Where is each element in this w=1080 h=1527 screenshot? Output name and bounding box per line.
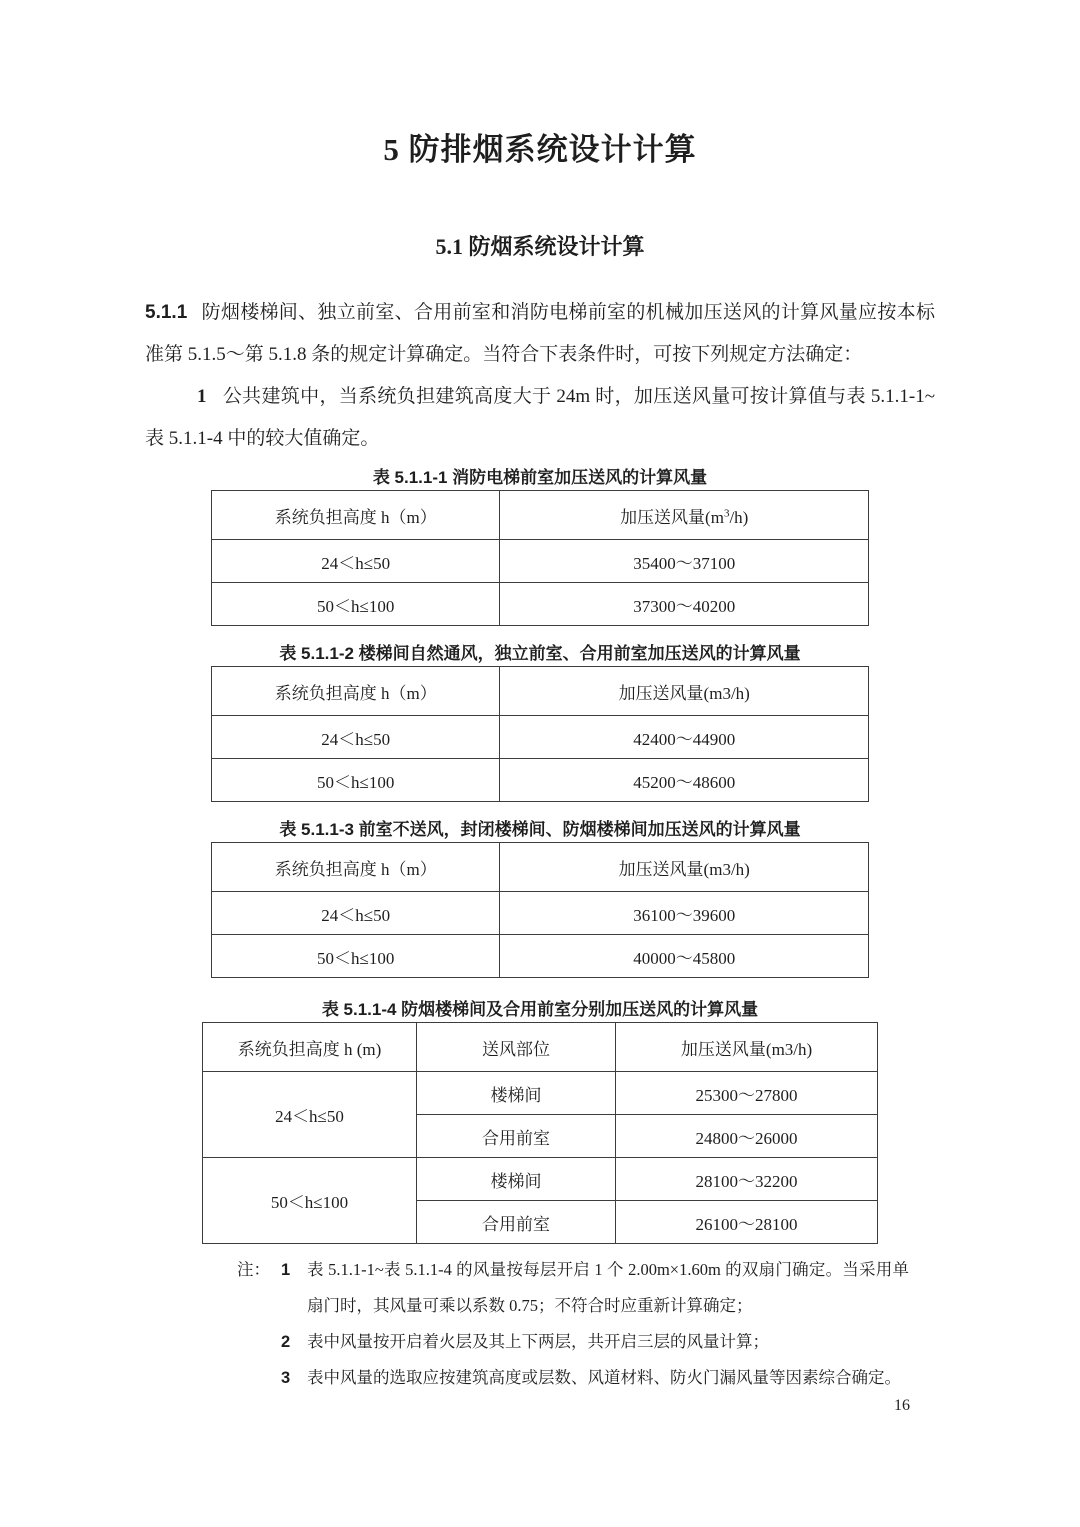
table-row	[212, 935, 869, 978]
table-cell-airflow: 40000～45800	[500, 935, 869, 978]
table-3-header-airflow: 加压送风量(m3/h)	[500, 843, 869, 892]
notes-items	[281, 1252, 909, 1396]
note-text: 表中风量的选取应按建筑高度或层数、风道材料、防火门漏风量等因素综合确定。	[307, 1368, 901, 1387]
note-item-3	[281, 1360, 909, 1396]
table-cell-airflow: 37300～40200	[500, 583, 869, 626]
table-3-caption: 表 5.1.1-3 前室不送风，封闭楼梯间、防烟楼梯间加压送风的计算风量	[279, 820, 801, 839]
table-notes	[237, 1252, 909, 1396]
table-4-header-height: 系统负担高度 h (m)	[203, 1023, 417, 1072]
table-cell-height: 50＜h≤100	[203, 1158, 417, 1244]
table-1-header-height: 系统负担高度 h（m）	[212, 491, 500, 540]
table-row	[212, 716, 869, 759]
note-number: 1	[281, 1261, 291, 1279]
notes-label: 注：	[237, 1260, 270, 1279]
table-1-header-airflow: 加压送风量$(m^3/h)$	[500, 491, 869, 540]
table-cell-height: 50＜h≤100	[212, 759, 500, 802]
table-4-header-location: 送风部位	[416, 1023, 615, 1072]
table-cell-airflow: 35400～37100	[500, 540, 869, 583]
table-row	[212, 540, 869, 583]
note-text: 表中风量按开启着火层及其上下两层，共开启三层的风量计算；	[307, 1332, 769, 1351]
table-cell-airflow: 24800～26000	[616, 1115, 878, 1158]
table-cell-location: 楼梯间	[416, 1158, 615, 1201]
table-4-caption: 表 5.1.1-4 防烟楼梯间及合用前室分别加压送风的计算风量	[321, 1000, 759, 1019]
table-cell-airflow: 26100～28100	[616, 1201, 878, 1244]
table-row	[212, 759, 869, 802]
table-2-caption: 表 5.1.1-2 楼梯间自然通风，独立前室、合用前室加压送风的计算风量	[279, 644, 801, 663]
table-2-header-height: 系统负担高度 h（m）	[212, 667, 500, 716]
table-row	[203, 1158, 878, 1201]
table-cell-location: 合用前室	[416, 1201, 615, 1244]
table-3-header-height: 系统负担高度 h（m）	[212, 843, 500, 892]
table-cell-airflow: 36100～39600	[500, 892, 869, 935]
table-2-header-airflow: 加压送风量(m3/h)	[500, 667, 869, 716]
table-row	[212, 892, 869, 935]
note-item-1	[281, 1252, 909, 1324]
table-4-header-airflow: 加压送风量(m3/h)	[616, 1023, 878, 1072]
table-cell-height: 24＜h≤50	[203, 1072, 417, 1158]
clause-item-1	[145, 376, 935, 460]
table-cell-height: 24＜h≤50	[212, 716, 500, 759]
note-number: 3	[281, 1369, 291, 1387]
table-1-caption: 表 5.1.1-1 消防电梯前室加压送风的计算风量	[372, 468, 708, 487]
page-number: 16	[894, 1397, 910, 1414]
table-cell-height: 50＜h≤100	[212, 935, 500, 978]
section-title: 5.1 防烟系统设计计算	[435, 234, 645, 259]
clause-paragraph	[145, 292, 935, 376]
table-cell-location: 楼梯间	[416, 1072, 615, 1115]
table-5.1.1-1	[211, 490, 869, 626]
table-5.1.1-2	[211, 666, 869, 802]
chapter-title: 5 防排烟系统设计计算	[383, 132, 697, 167]
table-cell-height: 24＜h≤50	[212, 892, 500, 935]
table-row	[203, 1072, 878, 1115]
table-cell-height: 50＜h≤100	[212, 583, 500, 626]
table-cell-airflow: 28100～32200	[616, 1158, 878, 1201]
clause-item-number: 1	[197, 386, 207, 407]
table-5.1.1-3	[211, 842, 869, 978]
note-text: 表 5.1.1-1~表 5.1.1-4 的风量按每层开启 1 个 2.00m×1.60m 的双扇门确定。当采用单扇门时，其风量可乘以系数 0.75；不符合时应重新计算确定；	[307, 1260, 909, 1315]
clause-number: 5.1.1	[145, 302, 188, 323]
table-cell-location: 合用前室	[416, 1115, 615, 1158]
note-number: 2	[281, 1333, 291, 1351]
clause-item-text: 公共建筑中，当系统负担建筑高度大于 24m 时，加压送风量可按计算值与表 5.1.1-1~表 5.1.1-4 中的较大值确定。	[145, 386, 935, 449]
table-cell-airflow: 42400～44900	[500, 716, 869, 759]
table-5.1.1-4	[202, 1022, 878, 1244]
table-cell-height: 24＜h≤50	[212, 540, 500, 583]
note-item-2	[281, 1324, 909, 1360]
clause-text: 防烟楼梯间、独立前室、合用前室和消防电梯前室的机械加压送风的计算风量应按本标准第 5.1.5～第 5.1.8 条的规定计算确定。当符合下表条件时，可按下列规定方法确定：	[145, 302, 935, 365]
table-cell-airflow: 45200～48600	[500, 759, 869, 802]
table-row	[212, 583, 869, 626]
table-cell-airflow: 25300～27800	[616, 1072, 878, 1115]
